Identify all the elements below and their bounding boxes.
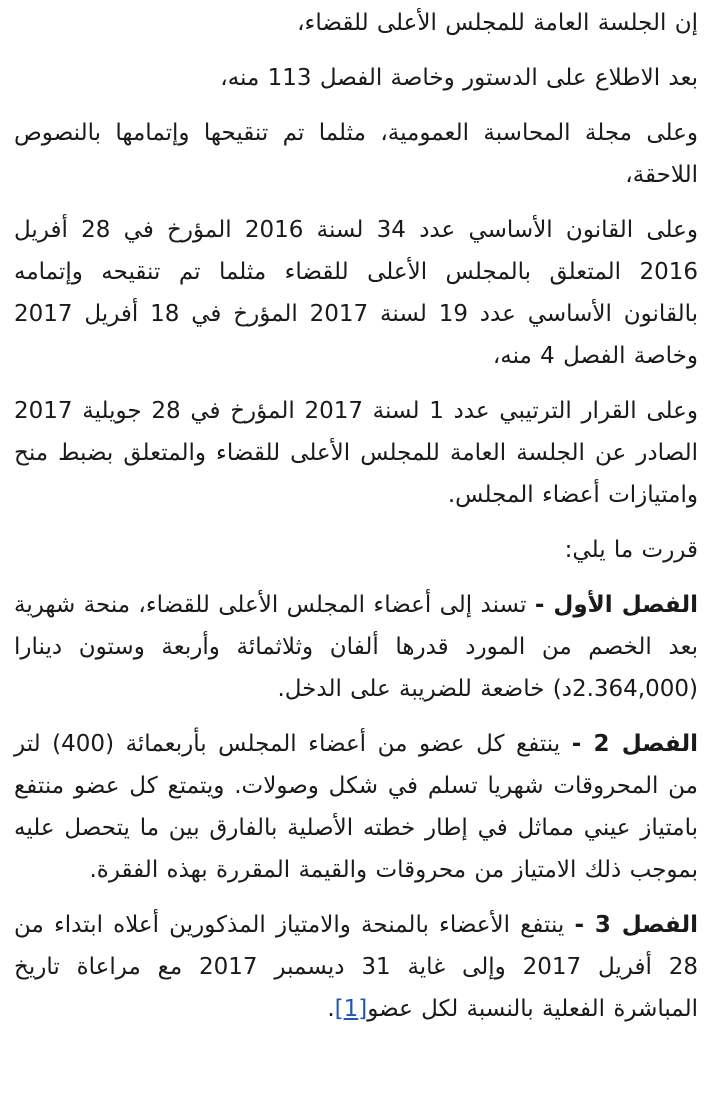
- decision-intro: قررت ما يلي:: [564, 537, 698, 563]
- paragraph-gap: [14, 377, 698, 390]
- article-3-end: .: [327, 996, 335, 1022]
- paragraph-gap: [14, 710, 698, 723]
- footnote-link[interactable]: [1]: [334, 996, 368, 1022]
- paragraph-gap: [14, 44, 698, 57]
- article-3-heading: الفصل 3 -: [574, 912, 699, 938]
- article-3: [14, 904, 698, 1030]
- article-2-text: ينتفع كل عضو من أعضاء المجلس بأربعمائة (400) لتر من المحروقات شهريا تسلم في شكل وصولات. ويتمتع كل عضو منتفع بامتياز عيني مماثل في إطار خطته الأصلية بالفارق بين ما يتحصل عليه بموجب ذلك الامتياز من محروقات والقيمة المقررة بهذه الفقرة.: [14, 731, 698, 883]
- paragraph-gap: [14, 516, 698, 529]
- article-3-text: ينتفع الأعضاء بالمنحة والامتياز المذكورين أعلاه ابتداء من 28 أفريل 2017 وإلى غاية 31 ديسمبر 2017 مع مراعاة تاريخ المباشرة الفعلية بالنسبة لكل عضو: [14, 912, 698, 1022]
- paragraph-gap: [14, 891, 698, 904]
- preamble-paragraph-4: وعلى القانون الأساسي عدد 34 لسنة 2016 المؤرخ في 28 أفريل 2016 المتعلق بالمجلس الأعلى للقضاء مثلما تم تنقيحه وإتمامه بالقانون الأساسي عدد 19 لسنة 2017 المؤرخ في 18 أفريل 2017 وخاصة الفصل 4 منه،: [14, 217, 699, 369]
- paragraph-gap: [14, 196, 698, 209]
- article-1-text: تسند إلى أعضاء المجلس الأعلى للقضاء، منحة شهرية بعد الخصم من المورد قدرها ألفان وثلاثمائة وأربعة وستون دينارا (2.364,000د) خاضعة للضريبة على الدخل.: [14, 592, 698, 702]
- article-1: [14, 584, 698, 710]
- article-2: [14, 723, 698, 891]
- preamble-paragraph-3: وعلى مجلة المحاسبة العمومية، مثلما تم تنقيحها وإتمامها بالنصوص اللاحقة،: [14, 120, 698, 188]
- article-1-heading: الفصل الأول -: [534, 592, 699, 618]
- preamble-paragraph-1: إن الجلسة العامة للمجلس الأعلى للقضاء،: [297, 10, 698, 36]
- paragraph-gap: [14, 99, 698, 112]
- preamble-paragraph-5: وعلى القرار الترتيبي عدد 1 لسنة 2017 المؤرخ في 28 جويلية 2017 الصادر عن الجلسة العامة للمجلس الأعلى للقضاء والمتعلق بضبط منح وامتيازات أعضاء المجلس.: [14, 398, 698, 508]
- preamble-paragraph-2: بعد الاطلاع على الدستور وخاصة الفصل 113 منه،: [220, 65, 698, 91]
- paragraph-gap: [14, 571, 698, 584]
- article-2-heading: الفصل 2 -: [571, 731, 699, 757]
